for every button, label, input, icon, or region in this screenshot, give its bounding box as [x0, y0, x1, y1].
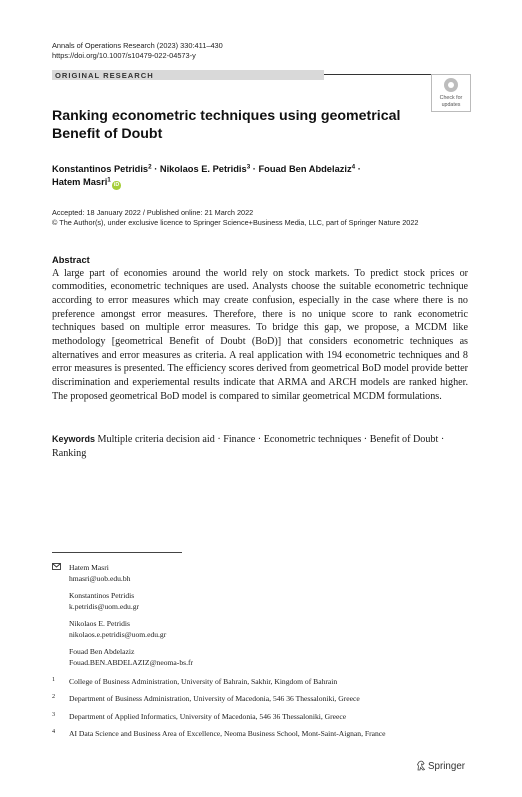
- contact-email[interactable]: k.petridis@uom.edu.gr: [69, 602, 140, 612]
- author-affiliation-mark: 4: [351, 163, 356, 171]
- badge-line-1: Check for: [439, 95, 463, 101]
- orcid-icon[interactable]: iD: [113, 182, 120, 188]
- author-affiliation-mark: 3: [246, 163, 251, 171]
- contact-item: [69, 646, 193, 674]
- affiliation-text: Department of Applied Informatics, University of Macedonia, 546 36 Thessaloniki, Greece: [69, 711, 347, 721]
- affiliation-item: [52, 729, 482, 746]
- contact-name: Fouad Ben Abdelaziz: [69, 647, 135, 656]
- contact-email[interactable]: hmasri@uob.edu.bh: [69, 574, 131, 584]
- publication-dates: [52, 208, 418, 228]
- copyright-notice: © The Author(s), under exclusive licence to Springer Science+Business Media, LLC, part of Springer Nature 2022: [52, 218, 419, 227]
- affiliation-text: Department of Business Administration, University of Macedonia, 546 36 Thessaloniki, Greece: [69, 694, 360, 704]
- contact-item: [69, 590, 193, 618]
- keywords-text: Multiple criteria decision aid · Finance · Econometric techniques · Benefit of Doubt · Ranking: [52, 434, 445, 459]
- keywords-block: [52, 433, 468, 460]
- author-name[interactable]: Hatem Masri: [52, 177, 108, 187]
- affiliation-number: 1: [52, 676, 56, 683]
- journal-header: [52, 41, 223, 61]
- contact-name: Konstantinos Petridis: [69, 591, 135, 600]
- springer-horse-icon: [416, 760, 426, 771]
- author-separator: ·: [355, 164, 361, 174]
- author-separator: ·: [151, 164, 160, 174]
- author-name[interactable]: Nikolaos E. Petridis: [159, 164, 247, 174]
- affiliation-number: 3: [52, 710, 56, 718]
- affiliation-item: [52, 694, 482, 711]
- footnote-divider: [52, 552, 182, 553]
- author-name[interactable]: Fouad Ben Abdelaziz: [258, 164, 352, 174]
- accepted-published-dates: Accepted: 18 January 2022 / Published online: 21 March 2022: [52, 208, 254, 217]
- check-for-updates-icon: [444, 78, 458, 92]
- journal-citation: Annals of Operations Research (2023) 330:411–430: [52, 41, 223, 50]
- contact-item: [69, 618, 193, 646]
- author-separator: ·: [250, 164, 259, 174]
- author-name[interactable]: Konstantinos Petridis: [52, 164, 149, 174]
- abstract-text: A large part of economies around the world rely on stock markets. To predict stock prices or commodities, econometric techniques are used. Analysts choose the suitable econometric technique according to error measures which may create confusion, especially in the case where there is no preference amongst error measures. Therefore, there is no unique score to rank econometric techniques based on multiple error measures. To bridge this gap, we propose, a MCDM like methodology [geometrical Benefit of Doubt (BoD)] that considers econometric techniques as alternatives and error measures as criteria. A real application with 194 econometric techniques and 8 error measures is presented. The efficiency scores derived from geometrical BoD model provide better discrimination and experiemental results indicate that ARMA and ARCH models are ranked higher. The proposed geometrical BoD model is compared to similar geometrical MCDM formulations.: [52, 267, 468, 402]
- paper-title: Ranking econometric techniques using geometrical Benefit of Doubt: [52, 108, 401, 142]
- affiliation-text: AI Data Science and Business Area of Excellence, Neoma Business School, Mont-Saint-Aignan, France: [69, 729, 386, 739]
- section-label: ORIGINAL RESEARCH: [55, 70, 154, 80]
- abstract-heading: Abstract: [52, 255, 90, 265]
- contact-email[interactable]: Fouad.BEN.ABDELAZIZ@neoma-bs.fr: [69, 658, 194, 668]
- envelope-icon: [52, 563, 61, 572]
- affiliation-item: [52, 677, 482, 694]
- author-affiliation-mark: 2: [148, 163, 152, 171]
- doi-link[interactable]: https://doi.org/10.1007/s10479-022-04573-y: [52, 51, 196, 60]
- badge-line-2: updates: [441, 101, 461, 108]
- contact-name: Hatem Masri: [69, 563, 109, 572]
- check-for-updates-badge[interactable]: [431, 74, 471, 112]
- contact-name: Nikolaos E. Petridis: [69, 619, 130, 628]
- affiliation-text: College of Business Administration, University of Bahrain, Sakhir, Kingdom of Bahrain: [69, 677, 338, 686]
- keywords-label: Keywords: [52, 434, 96, 444]
- contact-item: [69, 562, 193, 590]
- contact-list: [69, 562, 193, 674]
- contact-email[interactable]: nikolaos.e.petridis@uom.edu.gr: [69, 630, 167, 640]
- author-affiliation-mark: 1: [107, 176, 111, 184]
- affiliation-number: 4: [52, 728, 56, 736]
- affiliation-item: [52, 712, 482, 729]
- publisher-logo: [416, 760, 465, 773]
- affiliation-number: 2: [52, 693, 56, 701]
- publisher-name: Springer: [428, 761, 466, 772]
- author-list: [52, 163, 452, 190]
- affiliation-list: [52, 677, 482, 747]
